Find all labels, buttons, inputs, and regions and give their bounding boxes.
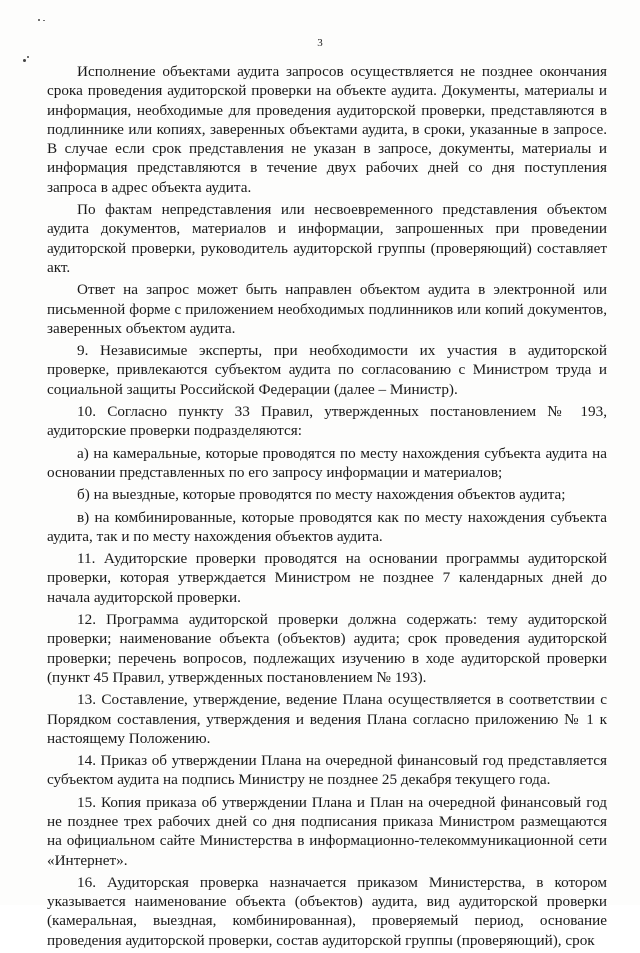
paragraph-item-14: 14. Приказ об утверждении Плана на очередной финансовый год представляется субъектом аудита на подпись Министру не позднее 25 декабря текущего года. <box>47 752 607 789</box>
paragraph-query-execution: Исполнение объектами аудита запросов осуществляется не позднее окончания срока проведения аудиторской проверки на объекте аудита. Документы, материалы и информация, необходимые для проведения аудиторской проверки, представляются в подлиннике или копиях, заверенных объектами аудита, в сроки, указанные в запросе. В случае если срок представления не указан в запросе, документы, материалы и информация представляются в течение двух рабочих дней со дня поступления запроса в адрес объекта аудита. <box>47 63 607 196</box>
paragraph-item-10-c: в) на комбинированные, которые проводятся как по месту нахождения субъекта аудита, так и по месту нахождения объектов аудита. <box>47 508 607 545</box>
page-number: 3 <box>317 37 323 49</box>
paragraph-item-12: 12. Программа аудиторской проверки должна содержать: тему аудиторской проверки; наименование объекта (объектов) аудита; срок проведения аудиторской проверки; перечень вопросов, подлежащих изучению в ходе аудиторской проверки (пункт 45 Правил, утвержденных постановлением № 193). <box>47 611 607 686</box>
paragraph-item-10-b: б) на выездные, которые проводятся по месту нахождения объектов аудита; <box>77 486 566 504</box>
paragraph-item-15: 15. Копия приказа об утверждении Плана и План на очередной финансовый год не позднее трех рабочих дней со дня подписания приказа Министром размещаются на официальном сайте Министерства в информационно-телекоммуникационной сети «Интернет». <box>47 793 607 869</box>
paragraph-item-10-a: а) на камеральные, которые проводятся по месту нахождения субъекта аудита на основании представленных по его запросу информации и материалов; <box>47 444 607 481</box>
paragraph-non-submission-act: По фактам непредставления или несвоевременного представления объектом аудита документов, материалов и информации, запрошенных при проведении аудиторской проверки, руководитель аудиторской группы (проверяющий) составляет акт. <box>47 201 607 276</box>
paragraph-item-9: 9. Независимые эксперты, при необходимости их участия в аудиторской проверке, привлекаются субъектом аудита по согласованию с Министром труда и социальной защиты Российской Федерации (далее – Министр). <box>47 342 607 398</box>
paragraph-item-11: 11. Аудиторские проверки проводятся на основании программы аудиторской проверки, которая утверждается Министром не позднее 7 календарных дней до начала аудиторской проверки. <box>47 550 607 606</box>
paragraph-item-13: 13. Составление, утверждение, ведение Плана осуществляется в соответствии с Порядком составления, утверждения и ведения Плана согласно приложению № 1 к настоящему Положению. <box>47 691 607 747</box>
scan-speck <box>43 20 45 21</box>
document-body <box>47 62 607 953</box>
scan-speck <box>38 19 40 21</box>
scan-speck <box>27 56 29 58</box>
scan-speck <box>23 59 26 62</box>
paragraph-item-10: 10. Согласно пункту 33 Правил, утвержденных постановлением № 193, аудиторские проверки подразделяются: <box>47 403 607 440</box>
paragraph-response-form: Ответ на запрос может быть направлен объектом аудита в электронной или письменной форме с приложением необходимых подлинников или копий документов, заверенных объектом аудита. <box>47 281 607 337</box>
paragraph-item-16: 16. Аудиторская проверка назначается приказом Министерства, в котором указывается наименование объекта (объектов) аудита, вид аудиторской проверки (камеральная, выездная, комбинированная), проверяемый период, основание проведения аудиторской проверки, состав аудиторской группы (проверяющий), срок <box>47 873 607 949</box>
